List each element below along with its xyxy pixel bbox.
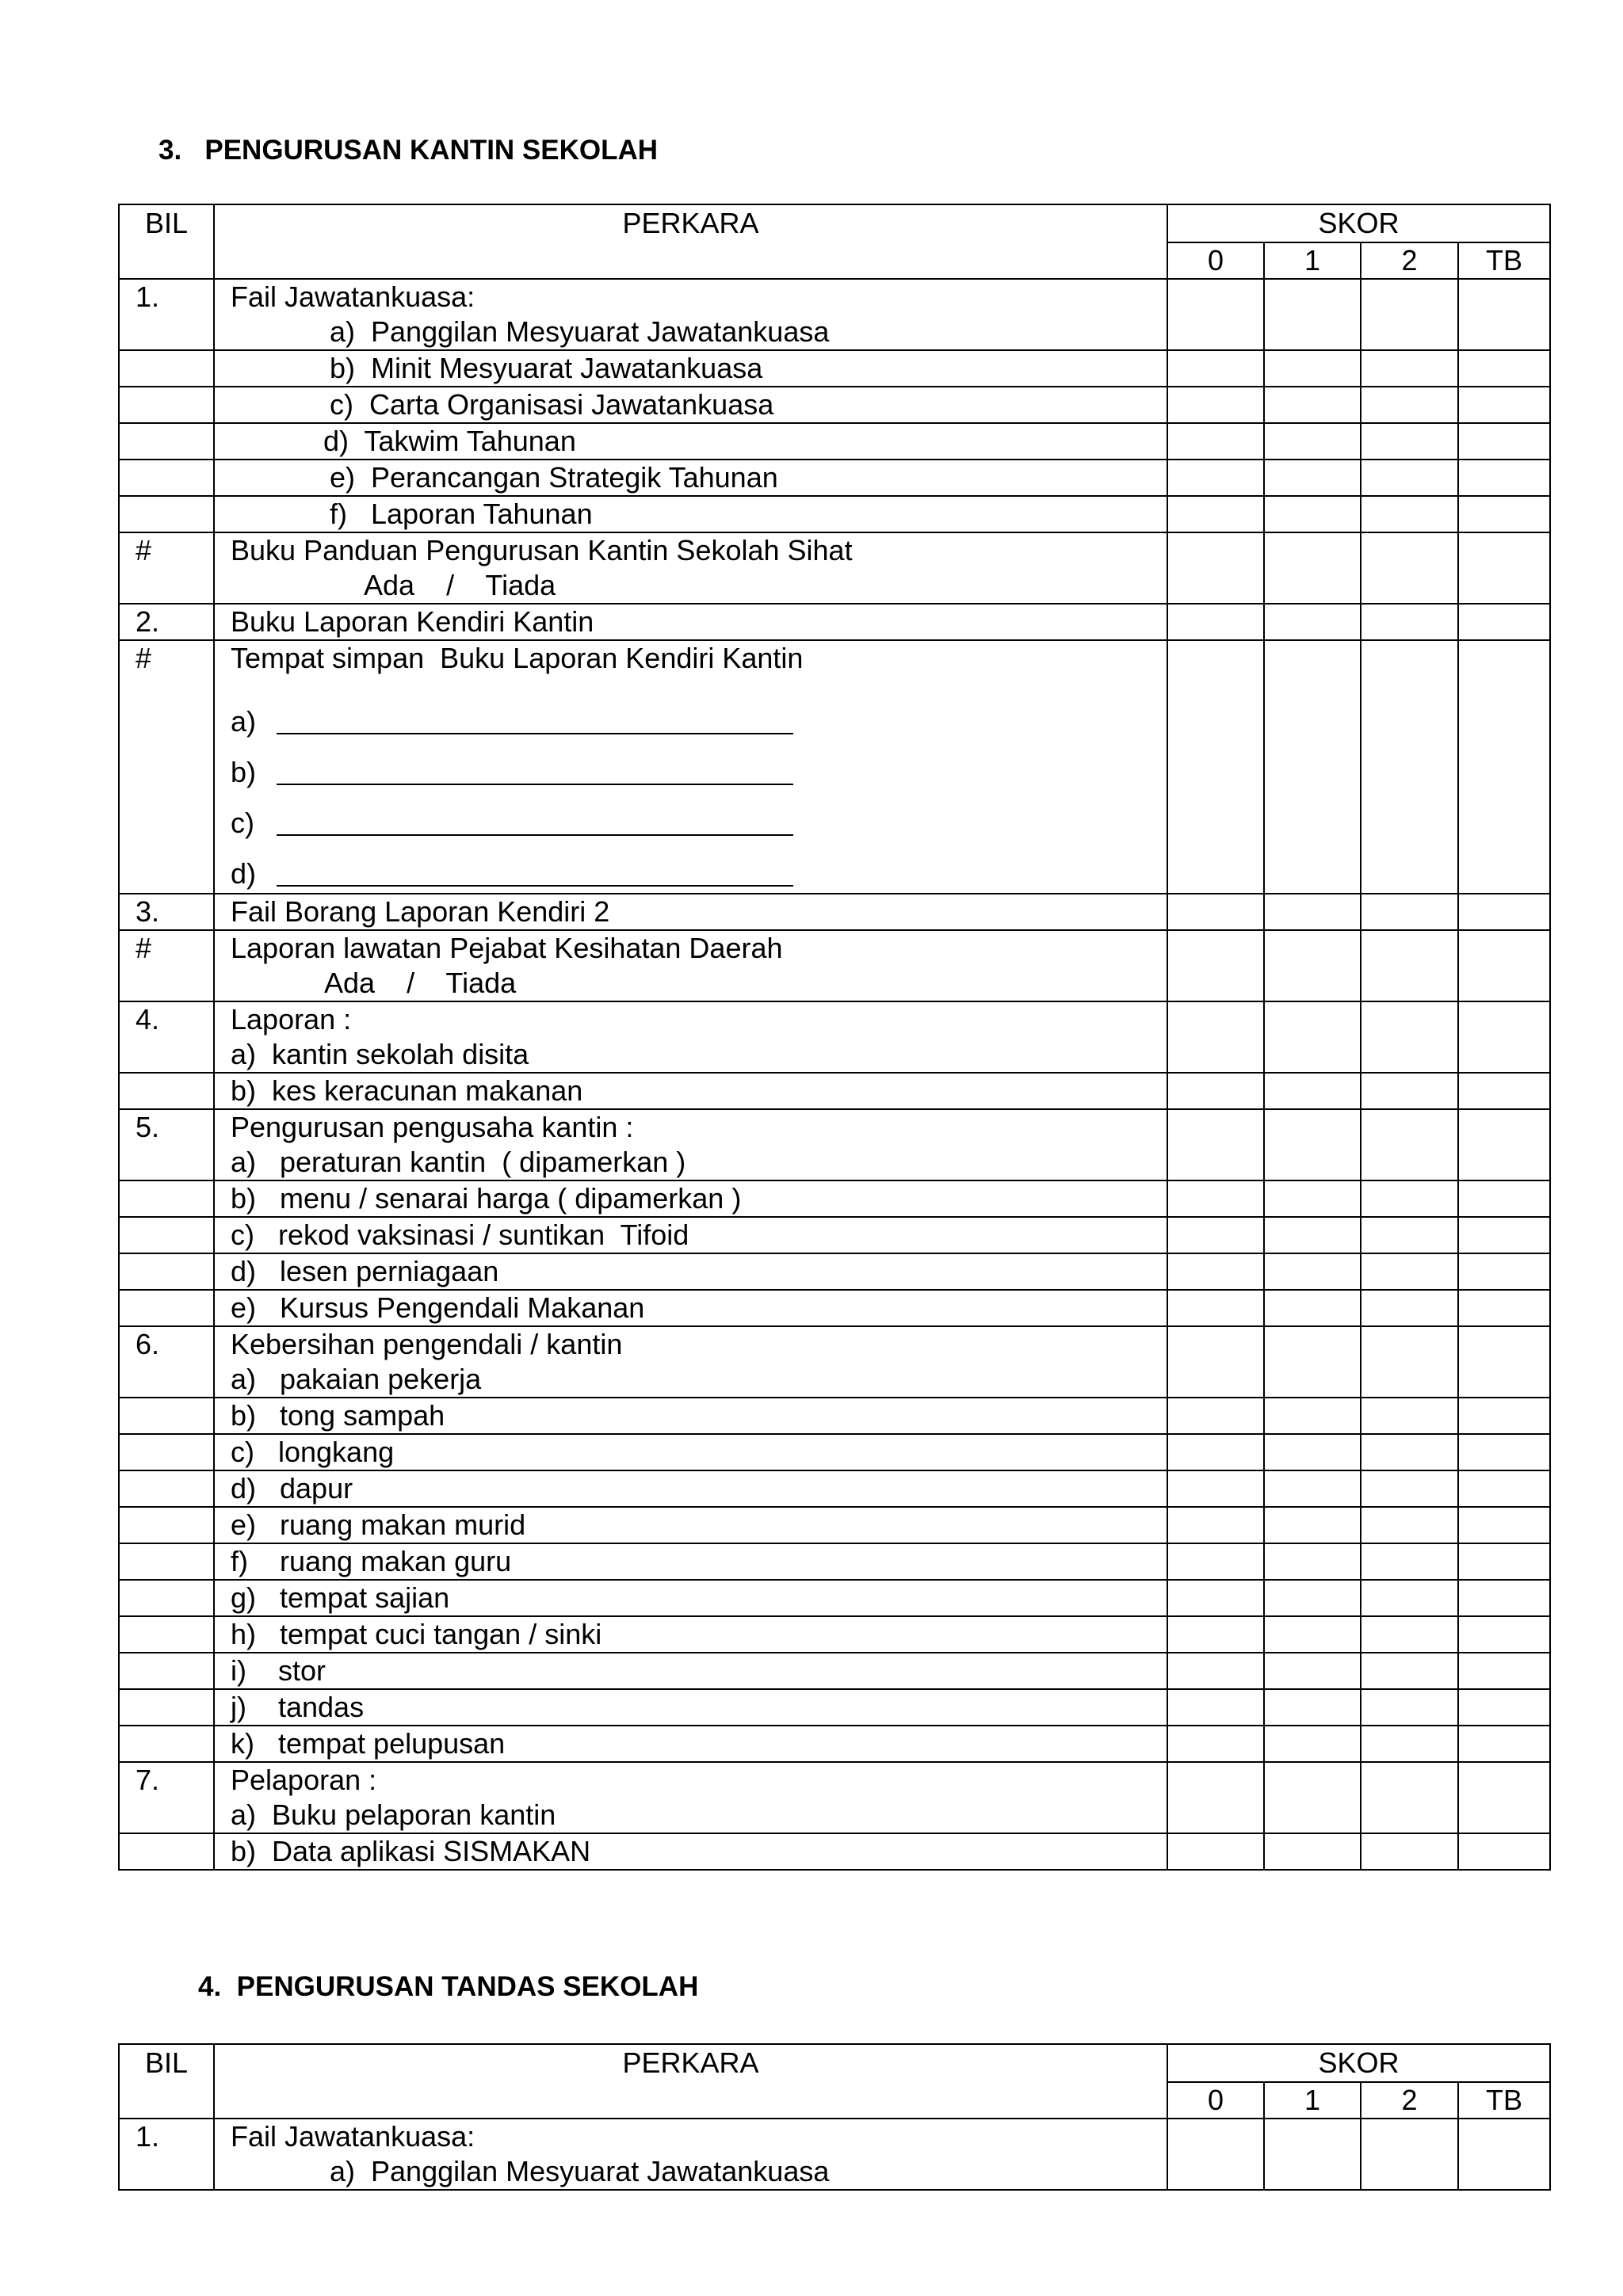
- row-number: [119, 387, 214, 423]
- score-cell[interactable]: [1264, 460, 1361, 496]
- table-row: [119, 496, 1550, 532]
- score-cell[interactable]: [1361, 1726, 1458, 1762]
- score-cell[interactable]: [1167, 387, 1264, 423]
- row-number: [119, 1580, 214, 1616]
- row-item: [214, 1180, 1167, 1217]
- score-cell[interactable]: [1458, 1689, 1550, 1726]
- row-item: [214, 1253, 1167, 1290]
- row-item: [214, 604, 1167, 640]
- score-cell[interactable]: [1264, 496, 1361, 532]
- row-number: [119, 1833, 214, 1870]
- score-cell[interactable]: [1167, 279, 1264, 350]
- score-cell[interactable]: [1264, 1398, 1361, 1434]
- table-row: [119, 1073, 1550, 1109]
- score-cell[interactable]: [1458, 460, 1550, 496]
- item-text: Ada / Tiada: [364, 569, 556, 601]
- item-text: b) tong sampah: [231, 1399, 445, 1432]
- score-cell[interactable]: [1458, 1580, 1550, 1616]
- row-item: [214, 1217, 1167, 1253]
- score-cell[interactable]: [1458, 1434, 1550, 1470]
- score-cell[interactable]: [1264, 1689, 1361, 1726]
- table-row: [119, 1726, 1550, 1762]
- row-item: [214, 1762, 1167, 1833]
- score-cell[interactable]: [1167, 1001, 1264, 1073]
- item-text: a) pakaian pekerja: [231, 1363, 482, 1395]
- score-cell[interactable]: [1167, 1543, 1264, 1580]
- item-text: f) ruang makan guru: [231, 1545, 512, 1577]
- score-cell[interactable]: [1264, 1616, 1361, 1653]
- score-cell[interactable]: [1361, 1434, 1458, 1470]
- row-item: [214, 532, 1167, 604]
- score-cell[interactable]: [1264, 1470, 1361, 1507]
- score-cell[interactable]: [1167, 1616, 1264, 1653]
- blank-entry-rule: [277, 834, 793, 836]
- row-number: 7.: [119, 1762, 214, 1833]
- row-item: [214, 1507, 1167, 1543]
- table-row: [119, 1689, 1550, 1726]
- score-column-header: 1: [1264, 2082, 1361, 2119]
- score-cell[interactable]: [1264, 604, 1361, 640]
- score-cell[interactable]: [1264, 1543, 1361, 1580]
- score-column-header: 0: [1167, 242, 1264, 279]
- table-row: [119, 1217, 1550, 1253]
- score-cell[interactable]: [1361, 1398, 1458, 1434]
- score-cell[interactable]: [1167, 1580, 1264, 1616]
- score-cell[interactable]: [1167, 1689, 1264, 1726]
- blank-entry-label: c): [231, 807, 254, 839]
- score-cell[interactable]: [1264, 1507, 1361, 1543]
- score-cell[interactable]: [1264, 532, 1361, 604]
- item-text: Buku Panduan Pengurusan Kantin Sekolah Sihat: [231, 534, 853, 566]
- skor-header: SKOR: [1167, 204, 1550, 242]
- row-item: [214, 496, 1167, 532]
- kantin-checklist-table: [118, 204, 1551, 1871]
- item-text: Kebersihan pengendali / kantin: [231, 1328, 623, 1360]
- item-text: b) Minit Mesyuarat Jawatankuasa: [330, 352, 763, 384]
- row-number: 3.: [119, 894, 214, 930]
- score-cell[interactable]: [1458, 604, 1550, 640]
- score-cell[interactable]: [1458, 1726, 1550, 1762]
- score-cell[interactable]: [1361, 1653, 1458, 1689]
- score-column-header: TB: [1458, 2082, 1550, 2119]
- score-cell[interactable]: [1167, 1109, 1264, 1180]
- score-cell[interactable]: [1167, 1507, 1264, 1543]
- row-item: [214, 1326, 1167, 1398]
- score-cell[interactable]: [1361, 1180, 1458, 1217]
- row-item: [214, 1616, 1167, 1653]
- score-cell[interactable]: [1361, 350, 1458, 387]
- score-cell[interactable]: [1458, 1616, 1550, 1653]
- tandas-header-row: [119, 2044, 1550, 2082]
- score-cell[interactable]: [1361, 1689, 1458, 1726]
- item-text: Buku Laporan Kendiri Kantin: [231, 605, 594, 638]
- table-row: [119, 460, 1550, 496]
- blank-entry-line[interactable]: [231, 690, 1167, 741]
- score-cell[interactable]: [1458, 350, 1550, 387]
- score-cell[interactable]: [1167, 1253, 1264, 1290]
- score-cell[interactable]: [1458, 1833, 1550, 1870]
- table-row: [119, 350, 1550, 387]
- score-cell[interactable]: [1361, 894, 1458, 930]
- table-row: [119, 1543, 1550, 1580]
- table-row: [119, 1253, 1550, 1290]
- row-item: [214, 1689, 1167, 1726]
- score-cell[interactable]: [1264, 1217, 1361, 1253]
- score-cell[interactable]: [1458, 930, 1550, 1001]
- item-text: a) kantin sekolah disita: [231, 1038, 529, 1070]
- blank-entry-label: d): [231, 857, 257, 890]
- row-item: [214, 350, 1167, 387]
- score-cell[interactable]: [1264, 2119, 1361, 2190]
- score-cell[interactable]: [1167, 2119, 1264, 2190]
- score-cell[interactable]: [1458, 1180, 1550, 1217]
- row-number: #: [119, 532, 214, 604]
- score-cell[interactable]: [1361, 460, 1458, 496]
- row-number: [119, 1217, 214, 1253]
- row-item: [214, 1580, 1167, 1616]
- perkara-header: PERKARA: [214, 2044, 1167, 2119]
- score-cell[interactable]: [1264, 1833, 1361, 1870]
- table-row: [119, 604, 1550, 640]
- row-number: [119, 350, 214, 387]
- table-row: [119, 640, 1550, 894]
- section-4-title: 4. PENGURUSAN TANDAS SEKOLAH: [198, 1971, 699, 2002]
- blank-entry-rule: [277, 885, 793, 887]
- row-number: [119, 460, 214, 496]
- blank-entry-line[interactable]: [231, 791, 1167, 842]
- table-row: [119, 1109, 1550, 1180]
- table-row: [119, 1326, 1550, 1398]
- blank-entry-line[interactable]: [231, 842, 1167, 893]
- item-text: c) longkang: [231, 1436, 395, 1468]
- row-number: [119, 1470, 214, 1507]
- row-number: [119, 1726, 214, 1762]
- score-cell[interactable]: [1458, 496, 1550, 532]
- blank-entry-line[interactable]: [231, 741, 1167, 791]
- score-cell[interactable]: [1167, 1726, 1264, 1762]
- row-number: [119, 1653, 214, 1689]
- score-cell[interactable]: [1458, 1470, 1550, 1507]
- score-cell[interactable]: [1361, 1580, 1458, 1616]
- table-row: [119, 1762, 1550, 1833]
- score-cell[interactable]: [1361, 496, 1458, 532]
- item-text: h) tempat cuci tangan / sinki: [231, 1618, 602, 1650]
- table-row: [119, 387, 1550, 423]
- blank-entry-label: b): [231, 756, 257, 788]
- score-column-header: 2: [1361, 242, 1458, 279]
- score-cell[interactable]: [1167, 1470, 1264, 1507]
- score-cell[interactable]: [1361, 1253, 1458, 1290]
- row-number: 5.: [119, 1109, 214, 1180]
- score-cell[interactable]: [1167, 930, 1264, 1001]
- score-cell[interactable]: [1458, 279, 1550, 350]
- row-item: [214, 1109, 1167, 1180]
- score-cell[interactable]: [1264, 1001, 1361, 1073]
- score-column-header: 1: [1264, 242, 1361, 279]
- score-cell[interactable]: [1264, 387, 1361, 423]
- item-text: Fail Jawatankuasa:: [231, 2120, 475, 2153]
- score-cell[interactable]: [1361, 1217, 1458, 1253]
- blank-entry-rule: [277, 733, 793, 734]
- item-text: Laporan :: [231, 1003, 352, 1035]
- item-text: d) Takwim Tahunan: [323, 425, 576, 457]
- score-cell[interactable]: [1167, 423, 1264, 460]
- table-row: [119, 1833, 1550, 1870]
- table-row: [119, 2119, 1550, 2190]
- item-text: Fail Borang Laporan Kendiri 2: [231, 895, 610, 928]
- perkara-header: PERKARA: [214, 204, 1167, 279]
- row-number: [119, 1253, 214, 1290]
- table-row: [119, 1398, 1550, 1434]
- score-cell[interactable]: [1458, 1507, 1550, 1543]
- item-text: b) menu / senarai harga ( dipamerkan ): [231, 1182, 742, 1215]
- row-item: [214, 423, 1167, 460]
- row-item: [214, 1543, 1167, 1580]
- score-cell[interactable]: [1264, 1290, 1361, 1326]
- score-cell[interactable]: [1361, 1507, 1458, 1543]
- bil-header: BIL: [119, 204, 214, 279]
- table-row: [119, 1001, 1550, 1073]
- row-number: [119, 1434, 214, 1470]
- score-column-header: 2: [1361, 2082, 1458, 2119]
- row-number: [119, 1616, 214, 1653]
- section-3-title: 3. PENGURUSAN KANTIN SEKOLAH: [158, 135, 659, 166]
- score-cell[interactable]: [1361, 532, 1458, 604]
- score-cell[interactable]: [1458, 1653, 1550, 1689]
- score-cell[interactable]: [1167, 640, 1264, 894]
- row-number: [119, 1180, 214, 1217]
- table-row: [119, 1507, 1550, 1543]
- row-number: [119, 423, 214, 460]
- score-cell[interactable]: [1167, 496, 1264, 532]
- score-cell[interactable]: [1458, 1217, 1550, 1253]
- row-item: [214, 460, 1167, 496]
- row-number: 6.: [119, 1326, 214, 1398]
- score-cell[interactable]: [1167, 894, 1264, 930]
- score-cell[interactable]: [1264, 1580, 1361, 1616]
- item-text: d) dapur: [231, 1472, 353, 1505]
- item-text: a) Panggilan Mesyuarat Jawatankuasa: [330, 315, 830, 348]
- score-cell[interactable]: [1458, 640, 1550, 894]
- item-text: c) Carta Organisasi Jawatankuasa: [330, 388, 774, 421]
- blank-entry-label: a): [231, 705, 257, 738]
- table-row: [119, 1434, 1550, 1470]
- item-text: d) lesen perniagaan: [231, 1255, 499, 1287]
- score-cell[interactable]: [1361, 604, 1458, 640]
- score-cell[interactable]: [1264, 1109, 1361, 1180]
- row-number: 1.: [119, 2119, 214, 2190]
- score-cell[interactable]: [1167, 1326, 1264, 1398]
- score-cell[interactable]: [1167, 1653, 1264, 1689]
- score-cell[interactable]: [1167, 1833, 1264, 1870]
- table-row: [119, 1616, 1550, 1653]
- score-cell[interactable]: [1167, 350, 1264, 387]
- row-number: 2.: [119, 604, 214, 640]
- score-cell[interactable]: [1167, 1434, 1264, 1470]
- score-cell[interactable]: [1361, 279, 1458, 350]
- row-number: [119, 1290, 214, 1326]
- score-cell[interactable]: [1361, 640, 1458, 894]
- item-text: g) tempat sajian: [231, 1581, 450, 1614]
- score-cell[interactable]: [1458, 1290, 1550, 1326]
- score-cell[interactable]: [1167, 1762, 1264, 1833]
- row-item: [214, 1833, 1167, 1870]
- item-text: a) peraturan kantin ( dipamerkan ): [231, 1146, 686, 1178]
- score-cell[interactable]: [1458, 1762, 1550, 1833]
- row-number: #: [119, 930, 214, 1001]
- score-cell[interactable]: [1458, 2119, 1550, 2190]
- score-cell[interactable]: [1264, 930, 1361, 1001]
- score-cell[interactable]: [1264, 1762, 1361, 1833]
- score-cell[interactable]: [1361, 423, 1458, 460]
- row-number: [119, 1507, 214, 1543]
- score-cell[interactable]: [1361, 930, 1458, 1001]
- score-cell[interactable]: [1264, 894, 1361, 930]
- score-cell[interactable]: [1167, 604, 1264, 640]
- row-item: [214, 387, 1167, 423]
- score-cell[interactable]: [1167, 1217, 1264, 1253]
- item-text: f) Laporan Tahunan: [330, 498, 593, 530]
- item-text: i) stor: [231, 1654, 327, 1687]
- row-item: [214, 1434, 1167, 1470]
- table-row: [119, 532, 1550, 604]
- score-cell[interactable]: [1264, 423, 1361, 460]
- score-cell[interactable]: [1167, 1398, 1264, 1434]
- score-cell[interactable]: [1458, 1253, 1550, 1290]
- score-cell[interactable]: [1361, 1470, 1458, 1507]
- score-cell[interactable]: [1167, 1073, 1264, 1109]
- score-cell[interactable]: [1458, 423, 1550, 460]
- score-cell[interactable]: [1167, 532, 1264, 604]
- score-cell[interactable]: [1458, 1398, 1550, 1434]
- row-number: [119, 1398, 214, 1434]
- score-cell[interactable]: [1361, 1543, 1458, 1580]
- score-cell[interactable]: [1167, 460, 1264, 496]
- table-row: [119, 423, 1550, 460]
- row-item: [214, 1398, 1167, 1434]
- score-cell[interactable]: [1361, 1290, 1458, 1326]
- score-cell[interactable]: [1361, 1762, 1458, 1833]
- item-text: Fail Jawatankuasa:: [231, 280, 475, 313]
- score-cell[interactable]: [1458, 532, 1550, 604]
- row-item: [214, 2119, 1167, 2190]
- item-text: k) tempat pelupusan: [231, 1727, 506, 1760]
- score-cell[interactable]: [1264, 1653, 1361, 1689]
- row-item: [214, 640, 1167, 894]
- kantin-header-row: [119, 204, 1550, 242]
- row-number: [119, 1543, 214, 1580]
- score-cell[interactable]: [1458, 894, 1550, 930]
- score-cell[interactable]: [1361, 1109, 1458, 1180]
- row-number: 1.: [119, 279, 214, 350]
- row-number: [119, 496, 214, 532]
- row-item: [214, 1073, 1167, 1109]
- score-cell[interactable]: [1167, 1180, 1264, 1217]
- item-text: Pelaporan :: [231, 1764, 377, 1796]
- item-text: Pengurusan pengusaha kantin :: [231, 1111, 634, 1143]
- score-cell[interactable]: [1264, 1326, 1361, 1398]
- row-item: [214, 1001, 1167, 1073]
- skor-header: SKOR: [1167, 2044, 1550, 2082]
- item-text: a) Buku pelaporan kantin: [231, 1798, 556, 1831]
- score-cell[interactable]: [1264, 350, 1361, 387]
- row-item: [214, 1290, 1167, 1326]
- table-row: [119, 1580, 1550, 1616]
- score-cell[interactable]: [1264, 640, 1361, 894]
- score-cell[interactable]: [1361, 1326, 1458, 1398]
- table-row: [119, 930, 1550, 1001]
- score-cell[interactable]: [1167, 1290, 1264, 1326]
- row-item: [214, 279, 1167, 350]
- score-cell[interactable]: [1361, 2119, 1458, 2190]
- item-text: Laporan lawatan Pejabat Kesihatan Daerah: [231, 932, 783, 964]
- item-text: b) Data aplikasi SISMAKAN: [231, 1835, 591, 1867]
- row-number: 4.: [119, 1001, 214, 1073]
- table-row: [119, 1180, 1550, 1217]
- item-text: c) rekod vaksinasi / suntikan Tifoid: [231, 1219, 689, 1251]
- table-row: [119, 1653, 1550, 1689]
- score-column-header: 0: [1167, 2082, 1264, 2119]
- row-number: [119, 1689, 214, 1726]
- score-cell[interactable]: [1264, 1073, 1361, 1109]
- item-text: Tempat simpan Buku Laporan Kendiri Kantin: [231, 642, 804, 674]
- item-text: Ada / Tiada: [324, 967, 517, 999]
- item-text: e) Perancangan Strategik Tahunan: [330, 461, 778, 494]
- row-item: [214, 894, 1167, 930]
- row-number: [119, 1073, 214, 1109]
- row-number: #: [119, 640, 214, 894]
- score-column-header: TB: [1458, 242, 1550, 279]
- table-row: [119, 1290, 1550, 1326]
- row-item: [214, 930, 1167, 1001]
- row-item: [214, 1726, 1167, 1762]
- score-cell[interactable]: [1361, 1001, 1458, 1073]
- score-cell[interactable]: [1458, 387, 1550, 423]
- blank-entry-rule: [277, 784, 793, 785]
- item-text: e) Kursus Pengendali Makanan: [231, 1291, 645, 1324]
- score-cell[interactable]: [1458, 1001, 1550, 1073]
- score-cell[interactable]: [1458, 1543, 1550, 1580]
- table-row: [119, 279, 1550, 350]
- score-cell[interactable]: [1458, 1073, 1550, 1109]
- tandas-checklist-table: [118, 2043, 1551, 2191]
- score-cell[interactable]: [1458, 1326, 1550, 1398]
- score-cell[interactable]: [1361, 387, 1458, 423]
- table-row: [119, 1470, 1550, 1507]
- item-text: b) kes keracunan makanan: [231, 1074, 583, 1107]
- score-cell[interactable]: [1361, 1616, 1458, 1653]
- score-cell[interactable]: [1361, 1833, 1458, 1870]
- score-cell[interactable]: [1264, 1180, 1361, 1217]
- score-cell[interactable]: [1458, 1109, 1550, 1180]
- score-cell[interactable]: [1264, 1253, 1361, 1290]
- row-item: [214, 1470, 1167, 1507]
- table-row: [119, 894, 1550, 930]
- item-text: j) tandas: [231, 1691, 365, 1723]
- row-item: [214, 1653, 1167, 1689]
- bil-header: BIL: [119, 2044, 214, 2119]
- score-cell[interactable]: [1264, 1726, 1361, 1762]
- item-text: e) ruang makan murid: [231, 1508, 526, 1541]
- score-cell[interactable]: [1264, 279, 1361, 350]
- item-text: a) Panggilan Mesyuarat Jawatankuasa: [330, 2155, 830, 2187]
- score-cell[interactable]: [1361, 1073, 1458, 1109]
- score-cell[interactable]: [1264, 1434, 1361, 1470]
